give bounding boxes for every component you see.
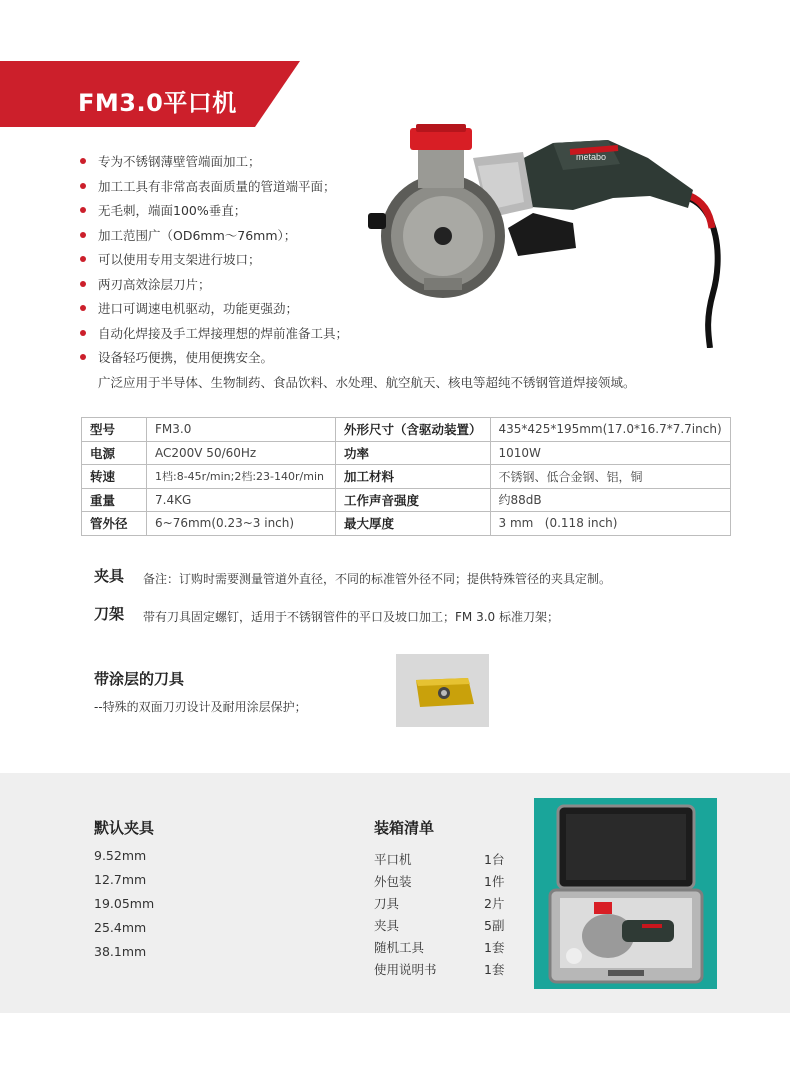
spec-key: 工作声音强度 (336, 488, 491, 512)
feature-item: 两刃高效涂层刀片； (78, 275, 348, 300)
list-item: 9.52mm (94, 848, 147, 863)
spec-value: 6~76mm(0.23~3 inch) (147, 512, 336, 536)
spec-key: 重量 (82, 488, 147, 512)
brand-logo: metabo (576, 152, 607, 162)
page-title: FM3.0平口机 (78, 89, 237, 117)
feature-list (78, 152, 348, 373)
spec-key: 最大厚度 (336, 512, 491, 536)
product-photo (358, 118, 730, 348)
spec-key: 转速 (82, 465, 147, 489)
coated-tool-title: 带涂层的刀具 (94, 670, 185, 688)
table-row (82, 488, 731, 512)
packing-list (374, 848, 504, 980)
table-row (374, 914, 504, 936)
feature-item: 加工工具有非常高表面质量的管道端平面； (78, 177, 348, 202)
spec-value: 约88dB (490, 488, 730, 512)
feature-item: 可以使用专用支架进行坡口； (78, 250, 348, 275)
packing-qty: 2片 (484, 896, 505, 911)
spec-value: FM3.0 (147, 418, 336, 442)
table-row (374, 892, 504, 914)
spec-key: 加工材料 (336, 465, 491, 489)
feature-item: 进口可调速电机驱动，功能更强劲； (78, 299, 348, 324)
holder-note: 带有刀具固定螺钉，适用于不锈钢管件的平口及坡口加工；FM 3.0 标准刀架； (143, 610, 559, 624)
packing-qty: 1件 (484, 874, 505, 889)
packing-item: 外包装 (374, 874, 412, 889)
packing-qty: 1套 (484, 940, 505, 955)
spec-key: 功率 (336, 441, 491, 465)
feature-item: 加工范围广（OD6mm～76mm）； (78, 226, 348, 251)
table-row (374, 870, 504, 892)
table-row (82, 418, 731, 442)
packing-item: 使用说明书 (374, 962, 437, 977)
spec-key: 型号 (82, 418, 147, 442)
packing-item: 平口机 (374, 852, 412, 867)
feature-item: 无毛刺，端面100%垂直； (78, 201, 348, 226)
table-row (82, 441, 731, 465)
spec-key: 外形尺寸（含驱动装置） (336, 418, 491, 442)
spec-value: 不锈钢、低合金钢、铝，铜 (490, 465, 730, 489)
holder-title: 刀架 (94, 605, 125, 623)
spec-value: AC200V 50/60Hz (147, 441, 336, 465)
list-item: 25.4mm (94, 920, 147, 935)
spec-value: 435*425*195mm(17.0*16.7*7.7inch) (490, 418, 730, 442)
table-row (374, 958, 504, 980)
feature-item: 自动化焊接及手工焊接理想的焊前准备工具； (78, 324, 348, 349)
feature-item: 设备轻巧便携，使用便携安全。 (78, 348, 348, 373)
insert-photo (396, 654, 489, 727)
clamp-title: 夹具 (94, 567, 125, 585)
list-item: 19.05mm (94, 896, 155, 911)
default-clamps-title: 默认夹具 (94, 819, 155, 837)
feature-item: 专为不锈钢薄壁管端面加工； (78, 152, 348, 177)
spec-value: 1档:8-45r/min;2档:23-140r/min (147, 465, 336, 489)
spec-key: 管外径 (82, 512, 147, 536)
packing-qty: 5副 (484, 918, 505, 933)
applications-text: 广泛应用于半导体、生物制药、食品饮料、水处理、航空航天、核电等超纯不锈钢管道焊接领域。 (98, 375, 636, 390)
specs-table (81, 417, 731, 536)
packing-qty: 1台 (484, 852, 505, 867)
packing-item: 刀具 (374, 896, 400, 911)
packing-item: 夹具 (374, 918, 400, 933)
spec-value: 7.4KG (147, 488, 336, 512)
spec-value: 3 mm (0.118 inch) (490, 512, 730, 536)
packing-list-title: 装箱清单 (374, 819, 435, 837)
packing-item: 随机工具 (374, 940, 425, 955)
list-item: 38.1mm (94, 944, 147, 959)
packing-qty: 1套 (484, 962, 505, 977)
coated-tool-subtitle: --特殊的双面刀刃设计及耐用涂层保护； (94, 700, 307, 714)
clamp-note: 备注：订购时需要测量管道外直径，不同的标准管外径不同；提供特殊管径的夹具定制。 (143, 572, 612, 586)
table-row (374, 936, 504, 958)
table-row (374, 848, 504, 870)
list-item: 12.7mm (94, 872, 147, 887)
default-clamps-list (94, 848, 154, 968)
spec-key: 电源 (82, 441, 147, 465)
spec-value: 1010W (490, 441, 730, 465)
case-photo (534, 798, 717, 989)
table-row (82, 465, 731, 489)
table-row (82, 512, 731, 536)
